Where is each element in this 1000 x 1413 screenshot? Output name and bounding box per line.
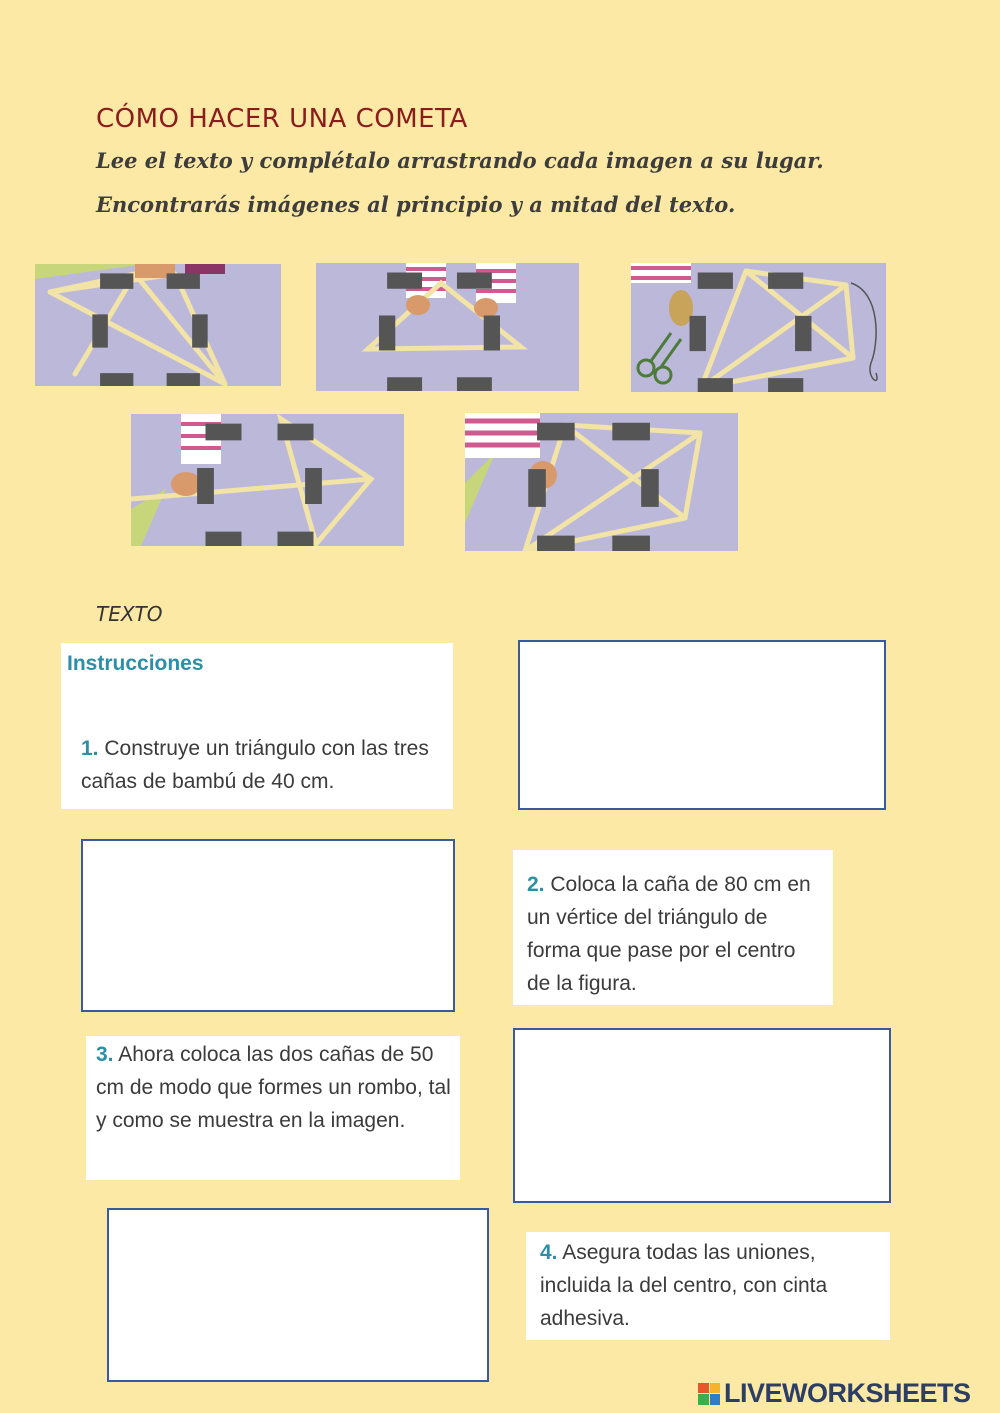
instruction-line-1: Lee el texto y complétalo arrastrando cada imagen a su lugar. — [96, 148, 824, 173]
step-2-body: Coloca la caña de 80 cm en un vértice del triángulo de forma que pase por el centro de la figura. — [527, 873, 811, 995]
step-1-body: Construye un triángulo con las tres cañas de bambú de 40 cm. — [81, 737, 429, 793]
step-3-card — [86, 1036, 460, 1180]
drop-zone-4[interactable] — [107, 1208, 489, 1382]
instructions-card — [61, 643, 453, 809]
triangle-with-long-cane-image[interactable] — [131, 414, 404, 546]
drop-zone-3[interactable] — [513, 1028, 891, 1203]
section-label: TEXTO — [96, 602, 163, 626]
expand-icon[interactable] — [465, 419, 730, 551]
step-4-body: Asegura todas las uniones, incluida la del centro, con cinta adhesiva. — [540, 1241, 828, 1330]
kite-with-string-image[interactable] — [631, 263, 886, 392]
triangle-frame-image[interactable] — [316, 263, 579, 391]
logo-text: LIVEWORKSHEETS — [724, 1378, 971, 1408]
step-4-number: 4. — [540, 1241, 558, 1264]
expand-icon[interactable] — [35, 270, 273, 386]
logo-mark-icon — [698, 1383, 720, 1405]
step-3-number: 3. — [96, 1043, 114, 1066]
step-1-number: 1. — [81, 737, 99, 760]
drop-zone-2[interactable] — [81, 839, 455, 1012]
kite-frame-taped-image[interactable] — [35, 264, 281, 386]
expand-icon[interactable] — [631, 269, 878, 392]
page-title: CÓMO HACER UNA COMETA — [96, 104, 468, 134]
instruction-line-2: Encontrarás imágenes al principio y a mitad del texto. — [96, 192, 736, 217]
expand-icon[interactable] — [131, 420, 396, 546]
step-2-number: 2. — [527, 873, 545, 896]
step-4-card — [526, 1232, 890, 1340]
drop-zone-1[interactable] — [518, 640, 886, 810]
step-1-text — [67, 732, 437, 798]
step-3-body: Ahora coloca las dos cañas de 50 cm de modo que formes un rombo, tal y como se muestra en la imagen. — [96, 1043, 451, 1132]
expand-icon[interactable] — [316, 269, 571, 391]
liveworksheets-logo — [698, 1378, 971, 1409]
rhombus-kite-frame-image[interactable] — [465, 413, 738, 551]
step-2-card — [513, 850, 833, 1005]
instructions-heading: Instrucciones — [67, 652, 204, 675]
